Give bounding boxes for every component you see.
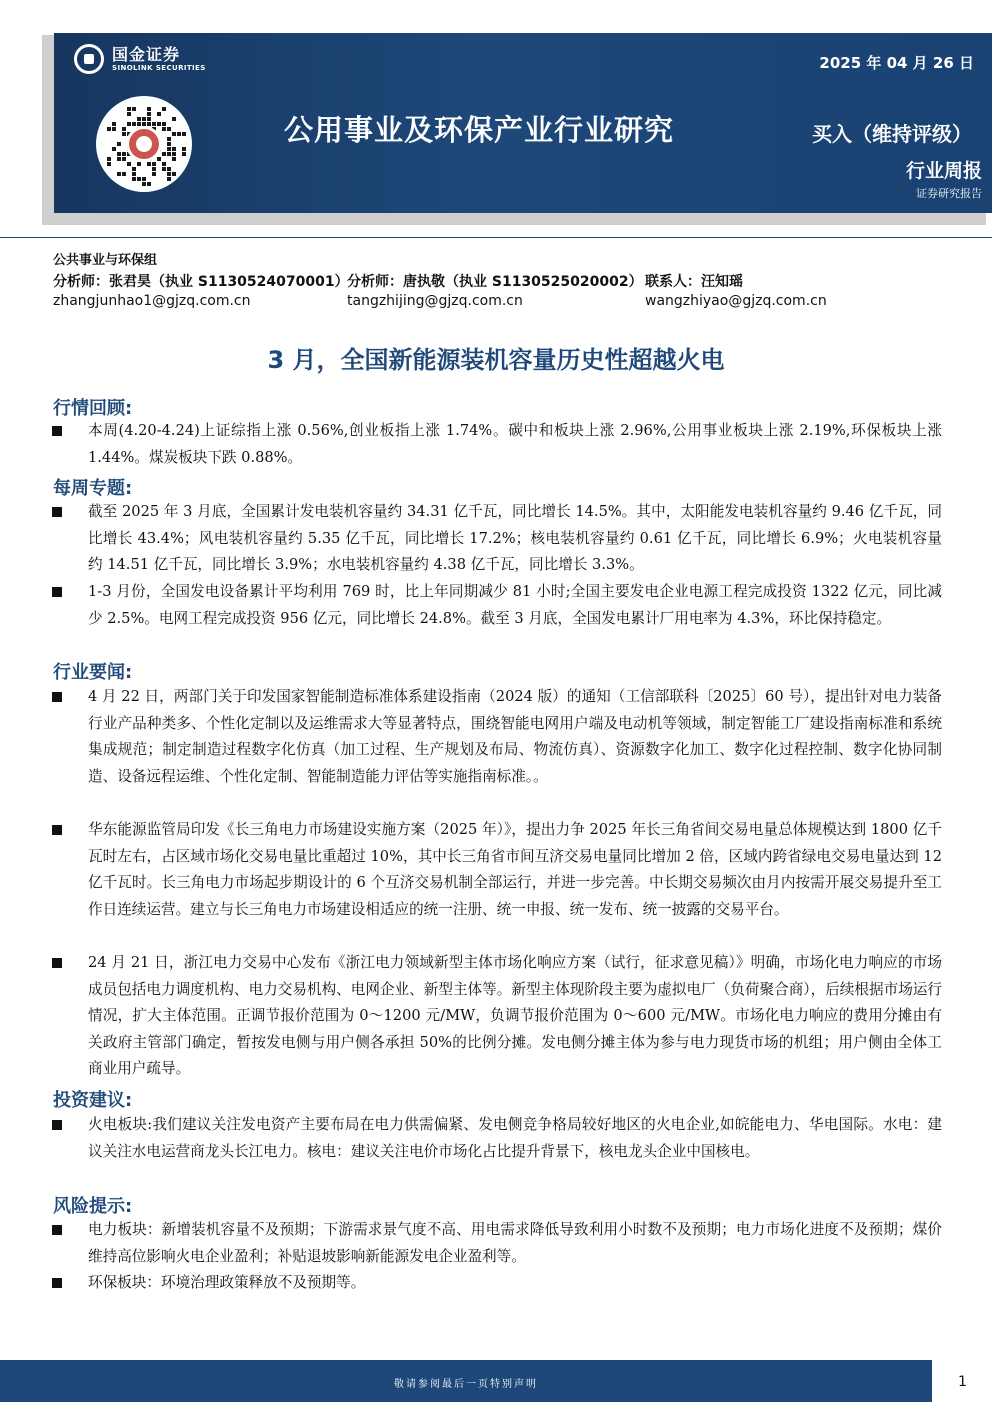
header-divider bbox=[0, 237, 992, 238]
news-paragraph-3: 24 月 21 日，浙江电力交易中心发布《浙江电力领域新型主体市场化响应方案（试行，征求意见稿）》明确，市场化电力响应的市场成员包括电力调度机构、电力交易机构、电网企业、新型主体等。新型主体现阶段主要为虚拟电厂（负荷聚合商），后续根据市场运行情况，扩大主体范围。正调节报价范围为 0～1200 元/MW，负调节报价范围为 0～600 元/MW。市场化电力响应的费用分摊由有关政府主管部门确定，暂按发电侧与用户侧各承担 50%的比例分摊。发电侧分摊主体为参与电力现货市场的机组；用户侧由全体工商业用户疏导。 bbox=[88, 954, 942, 1077]
qr-dot bbox=[112, 127, 116, 131]
qr-dot bbox=[167, 127, 171, 131]
bullet-icon bbox=[52, 958, 62, 968]
page-number: 1 bbox=[958, 1374, 967, 1390]
section-heading-news: 行业要闻: bbox=[53, 662, 133, 683]
qr-dot bbox=[162, 122, 166, 126]
qr-dot bbox=[167, 152, 171, 156]
news-paragraph-1: 4 月 22 日，两部门关于印发国家智能制造标准体系建设指南（2024 版）的通知（工信部联科〔2025〕60 号），提出针对电力装备行业产品种类多、个性化定制以及运维需求大等显著特点，围绕智能电网用户端及电动机等领域，制定智能工厂建设指南标准和系统集成规范；制定制造过程数字化仿真（加工过程、生产规划及布局、物流仿真）、资源数字化加工、数字化过程控制、数字化协同制造、设备远程运维、个性化定制、智能制造能力评估等实施指南标准。。 bbox=[88, 688, 942, 785]
company-logo bbox=[74, 44, 206, 74]
qr-dot bbox=[132, 177, 136, 181]
qr-dot bbox=[147, 182, 151, 186]
qr-dot bbox=[132, 122, 136, 126]
qr-dot bbox=[137, 122, 141, 126]
industry-title: 公用事业及环保产业行业研究 bbox=[284, 113, 675, 147]
logo-en: SINOLINK SECURITIES bbox=[112, 63, 206, 72]
qr-dot bbox=[152, 122, 156, 126]
bullet-icon bbox=[52, 587, 62, 597]
risk-paragraph-2: 环保板块：环境治理政策释放不及预期等。 bbox=[88, 1274, 366, 1291]
risk-paragraph-1: 电力板块：新增装机容量不及预期；下游需求景气度不高、用电需求降低导致利用小时数不及预期；电力市场化进度不及预期；煤价维持高位影响火电企业盈利；补贴退坡影响新能源发电企业盈利等。 bbox=[88, 1221, 942, 1265]
qr-dot bbox=[132, 167, 136, 171]
section-heading-risk: 风险提示: bbox=[53, 1196, 133, 1217]
team-name: 公共事业与环保组 bbox=[53, 253, 158, 268]
qr-dot bbox=[122, 127, 126, 131]
qr-dot bbox=[162, 152, 166, 156]
news-paragraph-2: 华东能源监管局印发《长三角电力市场建设实施方案（2025 年）》，提出力争 2025 年长三角省间交易电量总体规模达到 1800 亿千瓦时左右，占区域市场化交易电量比重超过 10%，其中长三角省市间互济交易电量同比增加 2 倍，区域内跨省绿电交易电量达到 12 亿千瓦时。长三角电力市场起步期设计的 6 个互济交易机制全部运行，并进一步完善。中长期交易频次由月内按需开展交易提升至工作日连续运营。建立与长三角电力市场建设相适应的统一注册、统一申报、统一发布、统一披露的交易平台。 bbox=[88, 821, 942, 918]
bullet-icon bbox=[52, 507, 62, 517]
qr-dot bbox=[117, 142, 121, 146]
qr-dot bbox=[142, 182, 146, 186]
qr-dot bbox=[127, 162, 131, 166]
qr-dot bbox=[167, 142, 171, 146]
qr-dot bbox=[122, 157, 126, 161]
qr-dot bbox=[167, 172, 171, 176]
footer-disclaimer: 敬请参阅最后一页特别声明 bbox=[394, 1379, 538, 1390]
qr-dot bbox=[157, 157, 161, 161]
qr-dot bbox=[182, 132, 186, 136]
qr-dot bbox=[172, 147, 176, 151]
qr-dot bbox=[167, 137, 171, 141]
qr-dot bbox=[127, 112, 131, 116]
qr-dot bbox=[137, 117, 141, 121]
qr-dot bbox=[167, 177, 171, 181]
qr-dot bbox=[142, 177, 146, 181]
qr-dot bbox=[167, 147, 171, 151]
qr-dot bbox=[122, 132, 126, 136]
qr-dot bbox=[172, 157, 176, 161]
bullet-icon bbox=[52, 825, 62, 835]
qr-dot bbox=[162, 167, 166, 171]
qr-dot bbox=[117, 157, 121, 161]
qr-dot bbox=[112, 147, 116, 151]
section-heading-review: 行情回顾: bbox=[53, 398, 133, 419]
qr-dot bbox=[127, 122, 131, 126]
bullet-icon bbox=[52, 1225, 62, 1235]
qr-dot bbox=[172, 117, 176, 121]
qr-dot bbox=[147, 122, 151, 126]
qr-dot bbox=[152, 167, 156, 171]
qr-dot bbox=[152, 162, 156, 166]
qr-dot bbox=[147, 112, 151, 116]
qr-dot bbox=[162, 162, 166, 166]
qr-dot bbox=[167, 167, 171, 171]
qr-dot bbox=[137, 162, 141, 166]
bullet-icon bbox=[52, 1278, 62, 1288]
qr-dot bbox=[137, 177, 141, 181]
qr-dot bbox=[142, 117, 146, 121]
bullet-icon bbox=[52, 692, 62, 702]
qr-dot bbox=[157, 122, 161, 126]
qr-dot bbox=[107, 127, 111, 131]
qr-dot bbox=[127, 107, 131, 111]
qr-dot bbox=[182, 152, 186, 156]
qr-dot bbox=[162, 127, 166, 131]
weekly-paragraph-2: 1-3 月份，全国发电设备累计平均利用 769 时，比上年同期减少 81 小时;全国主要发电企业电源工程完成投资 1322 亿元，同比减少 2.5%。电网工程完成投资 956 亿元，同比增长 24.8%。截至 3 月底，全国发电累计厂用电率为 4.3%，环比保持稳定。 bbox=[88, 583, 942, 627]
qr-dot bbox=[122, 172, 126, 176]
analyst-1: 分析师：张君昊（执业 S1130524070001） bbox=[53, 274, 349, 290]
contact-person: 联系人：汪知瑶 bbox=[645, 274, 743, 290]
qr-dot bbox=[172, 172, 176, 176]
weekly-paragraph-1: 截至 2025 年 3 月底，全国累计发电装机容量约 34.31 亿千瓦，同比增长 14.5%。其中，太阳能发电装机容量约 9.46 亿千瓦，同比增长 43.4%；风电装机容量约 5.35 亿千瓦，同比增长 17.2%；核电装机容量约 0.61 亿千瓦，同比增长 6.9%；火电装机容量约 14.51 亿千瓦，同比增长 3.9%；水电装机容量约 4.38 亿千瓦，同比增长 3.3%。 bbox=[88, 503, 942, 573]
qr-dot bbox=[177, 132, 181, 136]
qr-dot bbox=[142, 122, 146, 126]
qr-dot bbox=[162, 107, 166, 111]
qr-dot bbox=[157, 112, 161, 116]
logo-mark-icon bbox=[74, 44, 104, 74]
email-link-2[interactable]: tangzhijing@gjzq.com.cn bbox=[347, 293, 523, 309]
report-headline: 3 月，全国新能源装机容量历史性超越火电 bbox=[267, 346, 725, 374]
section-heading-weekly: 每周专题: bbox=[53, 478, 133, 499]
qr-dot bbox=[132, 107, 136, 111]
report-date: 2025 年 04 月 26 日 bbox=[819, 54, 974, 72]
qr-dot bbox=[117, 172, 121, 176]
section-heading-invest: 投资建议: bbox=[53, 1090, 133, 1111]
qr-dot bbox=[182, 147, 186, 151]
bullet-icon bbox=[52, 426, 62, 436]
qr-dot bbox=[147, 107, 151, 111]
email-link-1[interactable]: zhangjunhao1@gjzq.com.cn bbox=[53, 293, 251, 309]
qr-dot bbox=[122, 152, 126, 156]
logo-cn: 国金证券 bbox=[112, 44, 181, 64]
review-paragraph: 本周(4.20-4.24)上证综指上涨 0.56%,创业板指上涨 1.74%。碳中和板块上涨 2.96%,公用事业板块上涨 2.19%,环保板块上涨 1.44%。煤炭板块下跌 0.88%。 bbox=[88, 422, 942, 466]
qr-dot bbox=[107, 157, 111, 161]
qr-dot bbox=[117, 152, 121, 156]
qr-dot bbox=[147, 117, 151, 121]
bullet-icon bbox=[52, 1120, 62, 1130]
qr-dot bbox=[132, 172, 136, 176]
email-link-3[interactable]: wangzhiyao@gjzq.com.cn bbox=[645, 293, 827, 309]
qr-dot bbox=[152, 172, 156, 176]
report-subtype: 证券研究报告 bbox=[916, 187, 982, 200]
qr-code-icon bbox=[96, 96, 192, 192]
invest-paragraph: 火电板块:我们建议关注发电资产主要布局在电力供需偏紧、发电侧竞争格局较好地区的火电企业,如皖能电力、华电国际。水电：建议关注水电运营商龙头长江电力。核电：建议关注电价市场化占比提升背景下，核电龙头企业中国核电。 bbox=[88, 1116, 942, 1160]
qr-dot bbox=[172, 152, 176, 156]
report-type: 行业周报 bbox=[905, 160, 982, 182]
rating: 买入（维持评级） bbox=[812, 122, 972, 146]
qr-dot bbox=[112, 122, 116, 126]
analyst-2: 分析师：唐执敬（执业 S1130525020002） bbox=[347, 274, 643, 290]
qr-dot bbox=[172, 132, 176, 136]
qr-dot bbox=[147, 162, 151, 166]
qr-dot bbox=[107, 162, 111, 166]
